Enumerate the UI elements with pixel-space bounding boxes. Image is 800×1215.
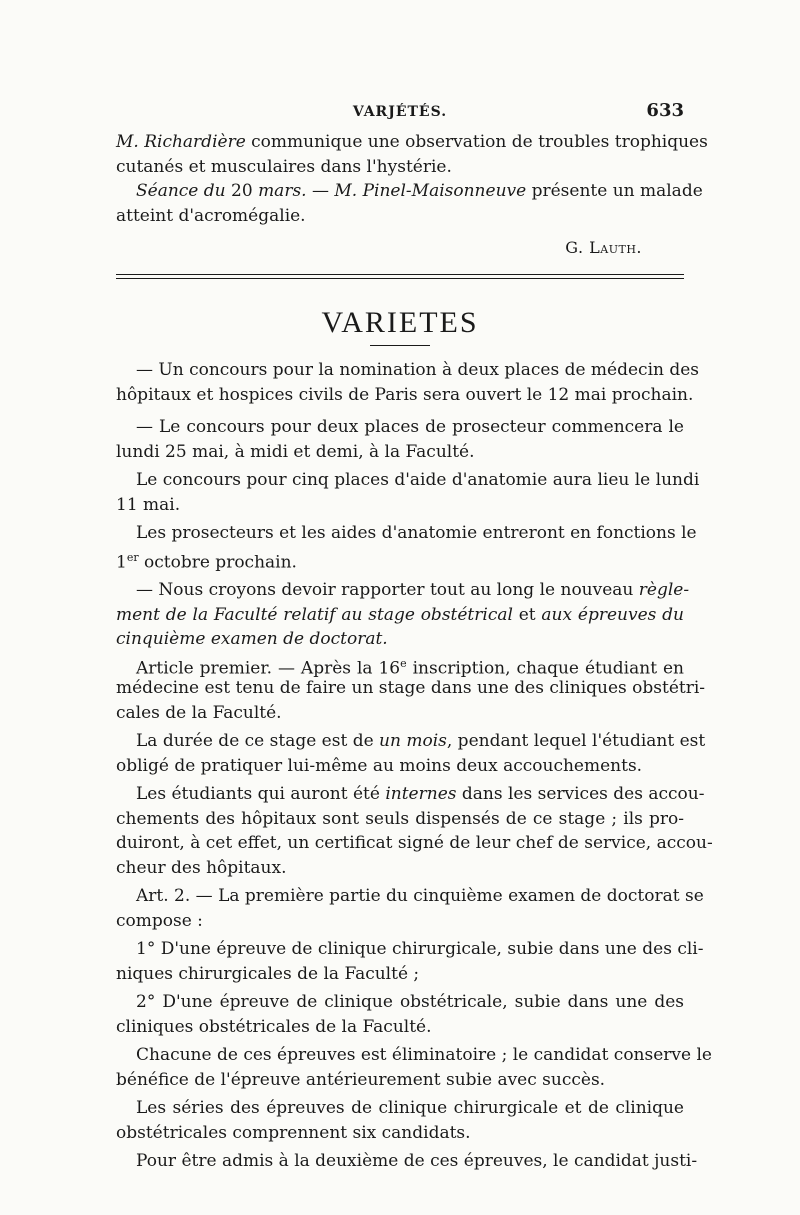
section-body [116,358,713,1174]
text-line: cutanés et musculaires dans l'hystérie. [116,156,452,177]
text-line: Art. 2. — La première partie du cinquième examen de doctorat se [136,886,704,906]
text-line: 1er octobre prochain. [116,550,297,573]
text-line: Chacune de ces épreuves est éliminatoire ; le candidat conserve le [136,1045,712,1065]
text-line: — Un concours pour la nomination à deux places de médecin des [136,360,700,380]
text-line: ment de la Faculté relatif au stage obstétrical et aux épreuves du [116,604,684,625]
text-line: obstétricales comprennent six candidats. [116,1122,471,1143]
text-line: hôpitaux et hospices civils de Paris sera ouvert le 12 mai prochain. [116,384,694,405]
text-line: chements des hôpitaux sont seuls dispensés de ce stage ; ils pro- [116,808,684,829]
text-line: — Nous croyons devoir rapporter tout au long le nouveau règle- [136,580,690,600]
text-line: bénéfice de l'épreuve antérieurement subie avec succès. [116,1069,606,1090]
text-line: Séance du 20 mars. — M. Pinel-Maisonneuve présente un malade [136,181,703,201]
text-line: Les prosecteurs et les aides d'anatomie entreront en fonctions le [136,523,697,543]
text-line: compose : [116,910,203,931]
text-line: cliniques obstétricales de la Faculté. [116,1016,432,1037]
title-underline [370,345,430,346]
text-line: obligé de pratiquer lui-même au moins deux accouchements. [116,755,643,776]
running-title: VARJÉTÉS. [352,104,448,120]
text-line: — Le concours pour deux places de prosecteur commencera le [136,417,684,437]
text-line: Les étudiants qui auront été internes dans les services des accou- [136,784,705,804]
text-line: Le concours pour cinq places d'aide d'anatomie aura lieu le lundi [136,470,700,490]
text-line: 1° D'une épreuve de clinique chirurgicale, subie dans une des cli- [136,939,704,959]
text-line: lundi 25 mai, à midi et demi, à la Faculté. [116,441,475,462]
signature: G. Lauth. [565,238,642,257]
text-line: cheur des hôpitaux. [116,857,287,878]
text-line: Pour être admis à la deuxième de ces épreuves, le candidat justi- [136,1151,698,1171]
text-line: Les séries des épreuves de clinique chirurgicale et de clinique [136,1098,684,1118]
text-line: La durée de ce stage est de un mois, pendant lequel l'étudiant est [136,731,706,751]
previous-section-ending [116,130,708,260]
page-number: 633 [646,100,684,121]
text-line: Article premier. — Après la 16e inscription, chaque étudiant en [136,656,684,679]
author-name: M. Richardière [116,132,246,152]
text-line: cinquième examen de doctorat. [116,629,388,649]
text-line: M. Richardière communique une observation de troubles trophiques [116,132,708,152]
author-name: M. Pinel-Maisonneuve [334,181,527,201]
text-line: médecine est tenu de faire un stage dans une des cliniques obstétri- [116,678,706,698]
text-line: niques chirurgicales de la Faculté ; [116,963,420,984]
section-title: VARIETES [321,306,479,339]
text-line: duiront, à cet effet, un certificat signé de leur chef de service, accou- [116,833,713,853]
section-divider [116,274,684,279]
text-line: atteint d'acromégalie. [116,205,306,226]
text-line: 2° D'une épreuve de clinique obstétricale, subie dans une des [136,992,684,1012]
text-line: cales de la Faculté. [116,702,282,723]
text-line: 11 mai. [116,494,181,515]
page-header [116,100,684,130]
